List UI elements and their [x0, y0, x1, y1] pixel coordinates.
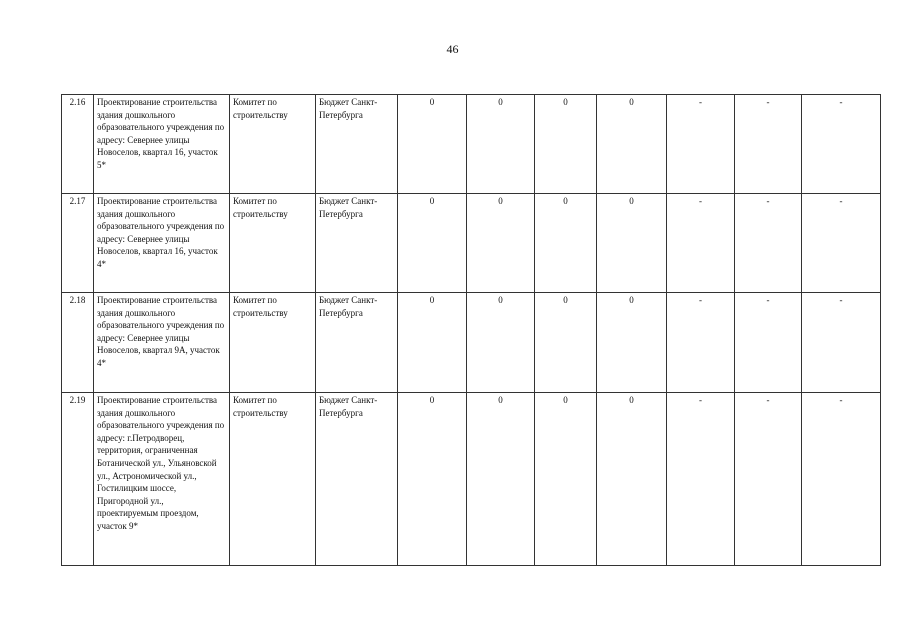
value-cell: -	[667, 293, 735, 393]
value-cell: -	[735, 393, 802, 566]
value-cell: -	[802, 293, 881, 393]
value-cell: -	[735, 194, 802, 293]
table-row	[62, 393, 881, 566]
funding-source-cell: Бюджет Санкт-Петербурга	[316, 393, 398, 566]
value-cell: 0	[467, 393, 535, 566]
table-row	[62, 194, 881, 293]
value-cell: -	[735, 293, 802, 393]
funding-source-cell: Бюджет Санкт-Петербурга	[316, 194, 398, 293]
value-cell: -	[667, 194, 735, 293]
value-cell: 0	[535, 293, 597, 393]
value-cell: 0	[467, 95, 535, 194]
value-cell: 0	[597, 293, 667, 393]
funding-source-cell: Бюджет Санкт-Петербурга	[316, 95, 398, 194]
executor-cell: Комитет по строительству	[230, 194, 316, 293]
program-table	[61, 94, 881, 566]
executor-cell: Комитет по строительству	[230, 95, 316, 194]
row-number: 2.19	[62, 393, 94, 566]
row-number: 2.18	[62, 293, 94, 393]
value-cell: 0	[467, 194, 535, 293]
value-cell: -	[667, 95, 735, 194]
value-cell: 0	[398, 194, 467, 293]
value-cell: 0	[398, 95, 467, 194]
value-cell: 0	[597, 194, 667, 293]
value-cell: -	[802, 194, 881, 293]
value-cell: 0	[535, 95, 597, 194]
value-cell: 0	[398, 293, 467, 393]
value-cell: 0	[398, 393, 467, 566]
funding-source-cell: Бюджет Санкт-Петербурга	[316, 293, 398, 393]
row-number: 2.16	[62, 95, 94, 194]
value-cell: -	[802, 393, 881, 566]
value-cell: 0	[467, 293, 535, 393]
row-number: 2.17	[62, 194, 94, 293]
value-cell: 0	[597, 95, 667, 194]
value-cell: 0	[535, 194, 597, 293]
value-cell: -	[802, 95, 881, 194]
activity-name: Проектирование строительства здания дошкольного образовательного учреждения по адресу: Севернее улицы Новоселов, квартал 16, участок 5*	[94, 95, 230, 194]
executor-cell: Комитет по строительству	[230, 293, 316, 393]
table-row	[62, 293, 881, 393]
value-cell: 0	[597, 393, 667, 566]
executor-cell: Комитет по строительству	[230, 393, 316, 566]
table-row	[62, 95, 881, 194]
value-cell: 0	[535, 393, 597, 566]
value-cell: -	[667, 393, 735, 566]
activity-name: Проектирование строительства здания дошкольного образовательного учреждения по адресу: Севернее улицы Новоселов, квартал 16, участок 4*	[94, 194, 230, 293]
activity-name: Проектирование строительства здания дошкольного образовательного учреждения по адресу: Севернее улицы Новоселов, квартал 9А, участок 4*	[94, 293, 230, 393]
value-cell: -	[735, 95, 802, 194]
page-number: 46	[446, 42, 459, 56]
activity-name: Проектирование строительства здания дошкольного образовательного учреждения по адресу: г.Петродворец, территория, ограниченная Ботанической ул., Ульяновской ул., Астрономической ул., Гостилицким шоссе, Пригородной ул., проектируемым проездом, участок 9*	[94, 393, 230, 566]
